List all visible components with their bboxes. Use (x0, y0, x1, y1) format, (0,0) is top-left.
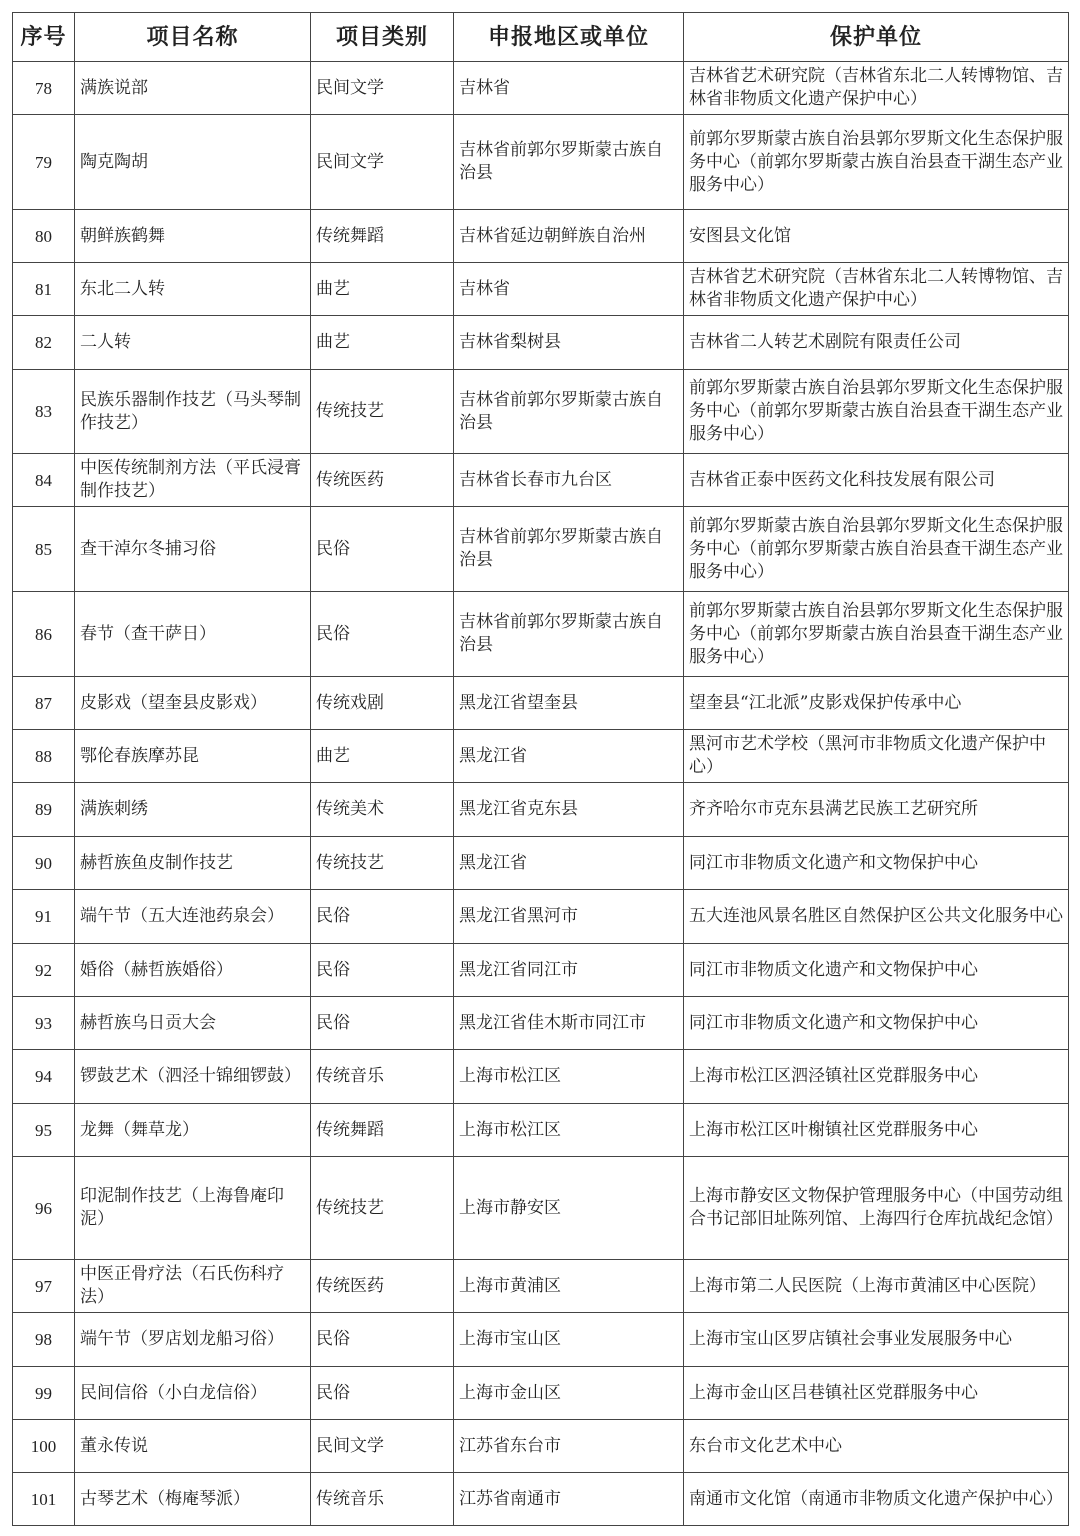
cell-project-name: 赫哲族乌日贡大会 (75, 997, 311, 1050)
cell-project-category: 传统医药 (311, 1260, 454, 1313)
cell-applicant-region: 吉林省延边朝鲜族自治州 (454, 210, 684, 263)
table-row (13, 1420, 1069, 1473)
cell-protection-unit: 吉林省艺术研究院（吉林省东北二人转博物馆、吉林省非物质文化遗产保护中心） (684, 263, 1069, 316)
cell-applicant-region: 黑龙江省黑河市 (454, 890, 684, 944)
table-row (13, 454, 1069, 507)
header-applicant-region: 申报地区或单位 (454, 13, 684, 62)
cell-project-category: 曲艺 (311, 316, 454, 370)
cell-project-name: 查干淖尔冬捕习俗 (75, 507, 311, 592)
table-row (13, 592, 1069, 677)
cell-serial-number: 81 (13, 263, 75, 316)
table-row (13, 62, 1069, 115)
table-header-row (13, 13, 1069, 62)
cell-project-category: 民俗 (311, 890, 454, 944)
cell-project-name: 民族乐器制作技艺（马头琴制作技艺） (75, 370, 311, 454)
cell-project-category: 民间文学 (311, 62, 454, 115)
cell-applicant-region: 吉林省梨树县 (454, 316, 684, 370)
cell-project-name: 满族说部 (75, 62, 311, 115)
cell-protection-unit: 上海市金山区吕巷镇社区党群服务中心 (684, 1367, 1069, 1420)
cell-serial-number: 97 (13, 1260, 75, 1313)
cell-applicant-region: 吉林省 (454, 263, 684, 316)
cell-serial-number: 82 (13, 316, 75, 370)
cell-project-category: 民间文学 (311, 115, 454, 210)
table-row (13, 1367, 1069, 1420)
cell-applicant-region: 黑龙江省克东县 (454, 783, 684, 837)
table-row (13, 730, 1069, 783)
cell-project-name: 端午节（罗店划龙船习俗） (75, 1313, 311, 1367)
table-body (13, 62, 1069, 1526)
cell-applicant-region: 吉林省 (454, 62, 684, 115)
cell-serial-number: 80 (13, 210, 75, 263)
table-row (13, 1313, 1069, 1367)
table-row (13, 263, 1069, 316)
cell-protection-unit: 上海市第二人民医院（上海市黄浦区中心医院） (684, 1260, 1069, 1313)
cell-protection-unit: 望奎县“江北派”皮影戏保护传承中心 (684, 677, 1069, 730)
cell-project-category: 传统医药 (311, 454, 454, 507)
cell-project-category: 传统舞蹈 (311, 210, 454, 263)
cell-applicant-region: 吉林省前郭尔罗斯蒙古族自治县 (454, 115, 684, 210)
cell-protection-unit: 前郭尔罗斯蒙古族自治县郭尔罗斯文化生态保护服务中心（前郭尔罗斯蒙古族自治县查干湖生态产业服务中心） (684, 115, 1069, 210)
table-row (13, 316, 1069, 370)
table-row (13, 677, 1069, 730)
cell-serial-number: 86 (13, 592, 75, 677)
cell-serial-number: 89 (13, 783, 75, 837)
cell-protection-unit: 南通市文化馆（南通市非物质文化遗产保护中心） (684, 1473, 1069, 1526)
cell-protection-unit: 前郭尔罗斯蒙古族自治县郭尔罗斯文化生态保护服务中心（前郭尔罗斯蒙古族自治县查干湖生态产业服务中心） (684, 592, 1069, 677)
cell-applicant-region: 上海市松江区 (454, 1104, 684, 1157)
heritage-list-table (12, 12, 1069, 1526)
table-row (13, 944, 1069, 997)
cell-project-name: 赫哲族鱼皮制作技艺 (75, 837, 311, 890)
cell-project-name: 印泥制作技艺（上海鲁庵印泥） (75, 1157, 311, 1260)
cell-protection-unit: 吉林省二人转艺术剧院有限责任公司 (684, 316, 1069, 370)
cell-project-name: 春节（查干萨日） (75, 592, 311, 677)
cell-applicant-region: 吉林省前郭尔罗斯蒙古族自治县 (454, 592, 684, 677)
table-row (13, 1260, 1069, 1313)
cell-project-name: 婚俗（赫哲族婚俗） (75, 944, 311, 997)
cell-applicant-region: 上海市松江区 (454, 1050, 684, 1104)
cell-serial-number: 93 (13, 997, 75, 1050)
cell-project-name: 二人转 (75, 316, 311, 370)
cell-project-category: 传统美术 (311, 783, 454, 837)
table-row (13, 210, 1069, 263)
cell-project-name: 陶克陶胡 (75, 115, 311, 210)
cell-project-category: 传统技艺 (311, 1157, 454, 1260)
cell-applicant-region: 黑龙江省佳木斯市同江市 (454, 997, 684, 1050)
cell-protection-unit: 同江市非物质文化遗产和文物保护中心 (684, 944, 1069, 997)
table-row (13, 837, 1069, 890)
cell-applicant-region: 上海市静安区 (454, 1157, 684, 1260)
cell-serial-number: 94 (13, 1050, 75, 1104)
header-serial-number: 序号 (13, 13, 75, 62)
cell-serial-number: 92 (13, 944, 75, 997)
cell-project-name: 锣鼓艺术（泗泾十锦细锣鼓） (75, 1050, 311, 1104)
cell-applicant-region: 上海市宝山区 (454, 1313, 684, 1367)
cell-protection-unit: 上海市松江区泗泾镇社区党群服务中心 (684, 1050, 1069, 1104)
cell-serial-number: 87 (13, 677, 75, 730)
cell-serial-number: 85 (13, 507, 75, 592)
cell-project-category: 民俗 (311, 944, 454, 997)
cell-project-category: 民俗 (311, 1367, 454, 1420)
cell-project-category: 传统技艺 (311, 370, 454, 454)
cell-protection-unit: 前郭尔罗斯蒙古族自治县郭尔罗斯文化生态保护服务中心（前郭尔罗斯蒙古族自治县查干湖生态产业服务中心） (684, 507, 1069, 592)
cell-project-name: 鄂伦春族摩苏昆 (75, 730, 311, 783)
cell-project-category: 曲艺 (311, 730, 454, 783)
cell-protection-unit: 吉林省正泰中医药文化科技发展有限公司 (684, 454, 1069, 507)
cell-protection-unit: 齐齐哈尔市克东县满艺民族工艺研究所 (684, 783, 1069, 837)
cell-project-category: 传统技艺 (311, 837, 454, 890)
cell-serial-number: 91 (13, 890, 75, 944)
cell-project-category: 曲艺 (311, 263, 454, 316)
cell-serial-number: 88 (13, 730, 75, 783)
cell-protection-unit: 上海市宝山区罗店镇社会事业发展服务中心 (684, 1313, 1069, 1367)
table-row (13, 507, 1069, 592)
cell-applicant-region: 黑龙江省 (454, 730, 684, 783)
cell-serial-number: 95 (13, 1104, 75, 1157)
header-project-name: 项目名称 (75, 13, 311, 62)
cell-project-name: 民间信俗（小白龙信俗） (75, 1367, 311, 1420)
cell-protection-unit: 同江市非物质文化遗产和文物保护中心 (684, 997, 1069, 1050)
cell-project-category: 民俗 (311, 1313, 454, 1367)
cell-applicant-region: 黑龙江省望奎县 (454, 677, 684, 730)
cell-applicant-region: 江苏省东台市 (454, 1420, 684, 1473)
cell-project-category: 传统舞蹈 (311, 1104, 454, 1157)
cell-protection-unit: 安图县文化馆 (684, 210, 1069, 263)
cell-applicant-region: 吉林省前郭尔罗斯蒙古族自治县 (454, 370, 684, 454)
cell-applicant-region: 上海市黄浦区 (454, 1260, 684, 1313)
table-row (13, 1473, 1069, 1526)
cell-serial-number: 90 (13, 837, 75, 890)
cell-project-category: 传统音乐 (311, 1473, 454, 1526)
cell-project-name: 中医传统制剂方法（平氏浸膏制作技艺） (75, 454, 311, 507)
cell-serial-number: 96 (13, 1157, 75, 1260)
table-row (13, 1157, 1069, 1260)
cell-serial-number: 98 (13, 1313, 75, 1367)
cell-serial-number: 100 (13, 1420, 75, 1473)
table-row (13, 370, 1069, 454)
cell-serial-number: 84 (13, 454, 75, 507)
cell-project-name: 满族刺绣 (75, 783, 311, 837)
cell-serial-number: 78 (13, 62, 75, 115)
header-project-category: 项目类别 (311, 13, 454, 62)
header-protection-unit: 保护单位 (684, 13, 1069, 62)
table-row (13, 783, 1069, 837)
cell-project-name: 龙舞（舞草龙） (75, 1104, 311, 1157)
cell-applicant-region: 黑龙江省同江市 (454, 944, 684, 997)
cell-protection-unit: 同江市非物质文化遗产和文物保护中心 (684, 837, 1069, 890)
cell-project-category: 民俗 (311, 592, 454, 677)
cell-protection-unit: 东台市文化艺术中心 (684, 1420, 1069, 1473)
cell-project-name: 朝鲜族鹤舞 (75, 210, 311, 263)
cell-serial-number: 99 (13, 1367, 75, 1420)
table-row (13, 997, 1069, 1050)
table-row (13, 115, 1069, 210)
cell-applicant-region: 江苏省南通市 (454, 1473, 684, 1526)
cell-project-category: 传统戏剧 (311, 677, 454, 730)
cell-protection-unit: 上海市松江区叶榭镇社区党群服务中心 (684, 1104, 1069, 1157)
cell-serial-number: 101 (13, 1473, 75, 1526)
cell-project-name: 董永传说 (75, 1420, 311, 1473)
cell-protection-unit: 五大连池风景名胜区自然保护区公共文化服务中心 (684, 890, 1069, 944)
cell-project-name: 端午节（五大连池药泉会） (75, 890, 311, 944)
table-row (13, 1104, 1069, 1157)
cell-project-category: 民俗 (311, 507, 454, 592)
cell-applicant-region: 黑龙江省 (454, 837, 684, 890)
cell-project-category: 民俗 (311, 997, 454, 1050)
cell-project-name: 东北二人转 (75, 263, 311, 316)
cell-applicant-region: 吉林省长春市九台区 (454, 454, 684, 507)
cell-project-category: 传统音乐 (311, 1050, 454, 1104)
table-row (13, 1050, 1069, 1104)
table-row (13, 890, 1069, 944)
cell-serial-number: 79 (13, 115, 75, 210)
cell-serial-number: 83 (13, 370, 75, 454)
cell-protection-unit: 上海市静安区文物保护管理服务中心（中国劳动组合书记部旧址陈列馆、上海四行仓库抗战纪念馆） (684, 1157, 1069, 1260)
cell-project-name: 古琴艺术（梅庵琴派） (75, 1473, 311, 1526)
cell-project-category: 民间文学 (311, 1420, 454, 1473)
cell-protection-unit: 前郭尔罗斯蒙古族自治县郭尔罗斯文化生态保护服务中心（前郭尔罗斯蒙古族自治县查干湖生态产业服务中心） (684, 370, 1069, 454)
cell-protection-unit: 黑河市艺术学校（黑河市非物质文化遗产保护中心） (684, 730, 1069, 783)
cell-protection-unit: 吉林省艺术研究院（吉林省东北二人转博物馆、吉林省非物质文化遗产保护中心） (684, 62, 1069, 115)
cell-applicant-region: 上海市金山区 (454, 1367, 684, 1420)
cell-project-name: 皮影戏（望奎县皮影戏） (75, 677, 311, 730)
document-page (12, 12, 1068, 1526)
cell-project-name: 中医正骨疗法（石氏伤科疗法） (75, 1260, 311, 1313)
cell-applicant-region: 吉林省前郭尔罗斯蒙古族自治县 (454, 507, 684, 592)
